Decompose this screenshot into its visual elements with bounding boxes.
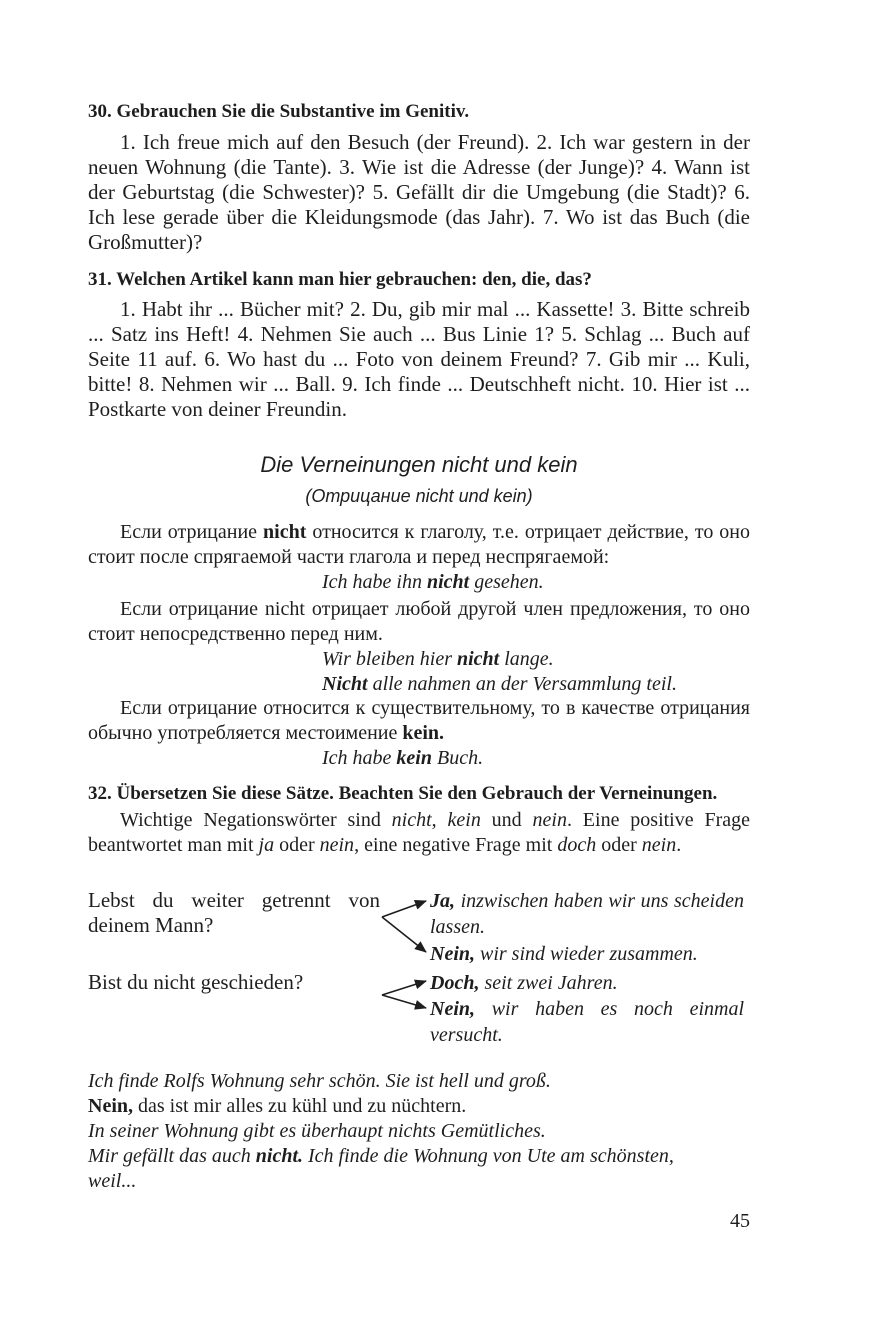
section-title: Die Verneinungen nicht und kein [260, 452, 578, 477]
dialogue-line-1: Ich finde Rolfs Wohnung sehr schön. Sie ist hell und groß. [88, 1070, 551, 1092]
example-3: Nicht alle nahmen an der Versammlung teil. [322, 673, 677, 695]
answer-1: Ja, inzwischen haben wir uns scheiden lassen. [430, 890, 744, 938]
dialogue-line-2: Nein, das ist mir alles zu kühl und zu nüchtern. [88, 1095, 467, 1117]
arrow-to-answer-3 [382, 981, 426, 995]
exercise-32-title: 32. Übersetzen Sie diese Sätze. Beachten Sie den Gebrauch der Verneinungen. [88, 783, 718, 804]
rule-1-post: относится к глаголу, т.е. отрицает действие, то оно стоит после спрягаемой части глагола и перед неспрягаемой: [88, 521, 750, 568]
exercise-32-intro: Wichtige Negationswörter sind nicht, kein und nein. Eine positive Frage beantwortet man mit ja oder nein, eine negative Frage mit doch oder nein. [88, 809, 750, 856]
exercise-31-title: 31. Welchen Artikel kann man hier gebrauchen: den, die, das? [88, 269, 592, 290]
rule-3: Если отрицание относится к существительному, то в качестве отрицания обычно употребляется местоимение kein. [88, 697, 750, 744]
dialogue-line-3: In seiner Wohnung gibt es überhaupt nichts Gemütliches. [88, 1120, 546, 1142]
question-2: Bist du nicht geschieden? [88, 970, 304, 994]
rule-1-bold: nicht [263, 521, 307, 543]
example-1: Ich habe ihn nicht gesehen. [322, 571, 544, 593]
section-subtitle: (Отрицание nicht und kein) [305, 486, 533, 506]
answer-2: Nein, wir sind wieder zusammen. [430, 943, 698, 965]
arrow-to-answer-1 [382, 901, 426, 917]
answer-3: Doch, seit zwei Jahren. [430, 972, 618, 994]
page-number: 45 [730, 1210, 750, 1232]
dialogue-line-5: weil... [88, 1170, 137, 1192]
arrow-to-answer-2 [382, 917, 426, 952]
answer-4: Nein, wir haben es noch einmal versucht. [430, 998, 744, 1046]
example-2: Wir bleiben hier nicht lange. [322, 648, 554, 670]
exercise-30-text: 1. Ich freue mich auf den Besuch (der Freund). 2. Ich war gestern in der neuen Wohnung (die Tante). 3. Wie ist die Adresse (der Junge)? 4. Wann ist der Geburtstag (die Schwester)? 5. Gefällt dir die Umgebung (die Stadt)? 6. Ich lese gerade über die Kleidungsmode (das Jahr). 7. Wo ist das Buch (die Großmutter)? [88, 130, 750, 254]
rule-1-pre: Если отрицание [120, 521, 264, 543]
rule-2: Если отрицание nicht отрицает любой другой член предложения, то оно стоит непосредственно перед ним. [88, 598, 750, 645]
example-4: Ich habe kein Buch. [322, 747, 484, 769]
dialogue-line-4: Mir gefällt das auch nicht. Ich finde die Wohnung von Ute am schönsten, [88, 1145, 674, 1167]
exercise-31-text: 1. Habt ihr ... Bücher mit? 2. Du, gib mir mal ... Kassette! 3. Bitte schreib ... Satz ins Heft! 4. Nehmen Sie auch ... Bus Linie 1? 5. Schlag ... Buch auf Seite 11 auf. 6. Wo hast du ... Foto von deinem Freund? 7. Gib mir ... Kuli, bitte! 8. Nehmen wir ... Ball. 9. Ich finde ... Deutschheft nicht. 10. Hier ist ... Postkarte von deiner Freundin. [88, 297, 750, 421]
question-1: Lebst du weiter getrennt von deinem Mann? [88, 888, 380, 937]
exercise-30-title: 30. Gebrauchen Sie die Substantive im Genitiv. [88, 101, 470, 122]
arrow-to-answer-4 [382, 995, 426, 1008]
